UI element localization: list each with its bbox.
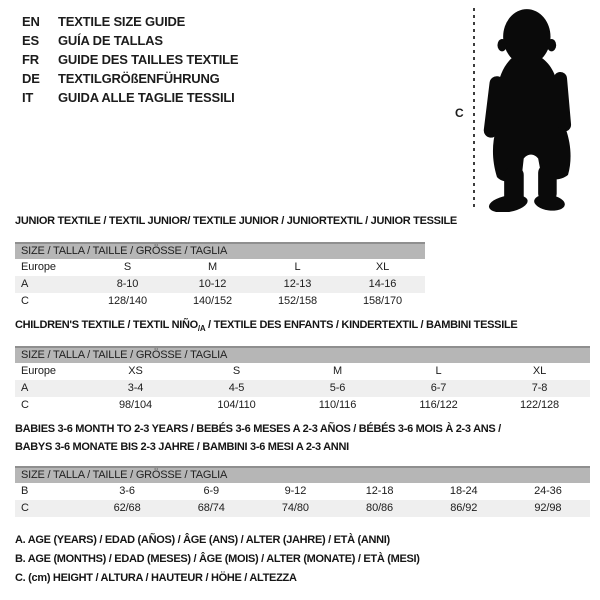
row-label: A (21, 278, 29, 290)
language-row-de (22, 69, 238, 88)
table-row-height (15, 397, 590, 414)
table-cell: 18-24 (449, 485, 478, 497)
language-code: EN (22, 14, 40, 29)
table-cell: 5-6 (329, 382, 346, 394)
table-cell: 86/92 (450, 502, 478, 514)
language-title: TEXTILE SIZE GUIDE (58, 14, 186, 29)
babies-title-line1: BABIES 3-6 MONTH TO 2-3 YEARS / BEBÉS 3-6 MESES A 2-3 AÑOS / BÉBÉS 3-6 MOIS À 2-3 ANS / (15, 423, 501, 435)
table-cell: 140/152 (192, 295, 233, 307)
table-row-europe (15, 259, 425, 276)
legend-line-a: A. AGE (YEARS) / EDAD (AÑOS) / ÂGE (ANS) / ALTER (JAHRE) / ETÀ (ANNI) (15, 534, 390, 546)
table-cell: 152/158 (277, 295, 318, 307)
table-cell: 4-5 (228, 382, 245, 394)
table-row-europe (15, 363, 590, 380)
table-cell: 24-36 (534, 485, 562, 497)
table-cell: XL (375, 261, 390, 273)
row-label: Europe (21, 365, 56, 377)
children-title-text: CHILDREN'S TEXTILE / TEXTIL NIÑO (15, 319, 198, 331)
table-cell: XS (128, 365, 143, 377)
size-header-bar: SIZE / TALLA / TAILLE / GRÖSSE / TAGLIA (15, 242, 425, 259)
language-code: DE (22, 71, 40, 86)
junior-size-table (15, 242, 425, 310)
table-row-months (15, 483, 590, 500)
language-row-en (22, 12, 238, 31)
language-code: IT (22, 90, 34, 105)
table-cell: 98/104 (118, 399, 153, 411)
language-title: GUÍA DE TALLAS (58, 33, 163, 48)
table-cell: 7-8 (531, 382, 548, 394)
junior-section-title: JUNIOR TEXTILE / TEXTIL JUNIOR/ TEXTILE JUNIOR / JUNIORTEXTIL / JUNIOR TESSILE (15, 215, 457, 227)
language-row-fr (22, 50, 238, 69)
table-cell: 110/116 (318, 399, 357, 411)
language-row-it (22, 88, 238, 107)
legend-line-b: B. AGE (MONTHS) / EDAD (MESES) / ÂGE (MOIS) / ALTER (MONATE) / ETÀ (MESI) (15, 553, 420, 565)
table-cell: 128/140 (107, 295, 148, 307)
table-cell: 158/170 (362, 295, 403, 307)
table-cell: XL (532, 365, 547, 377)
language-title: GUIDA ALLE TAGLIE TESSILI (58, 90, 235, 105)
table-cell: L (435, 365, 442, 377)
row-label: C (21, 295, 29, 307)
row-label: C (21, 502, 29, 514)
legend-line-c: C. (cm) HEIGHT / ALTURA / HAUTEUR / HÖHE / ALTEZZA (15, 572, 297, 584)
table-cell: 68/74 (197, 502, 225, 514)
size-header-bar: SIZE / TALLA / TAILLE / GRÖSSE / TAGLIA (15, 346, 590, 363)
height-marker-label: C (455, 106, 464, 120)
language-code: FR (22, 52, 39, 67)
table-cell: 6-7 (430, 382, 447, 394)
children-size-table (15, 346, 590, 414)
table-cell: 9-12 (284, 485, 307, 497)
table-cell: 3-4 (127, 382, 144, 394)
row-label: B (21, 485, 29, 497)
table-cell: 10-12 (198, 278, 227, 290)
table-cell: 12-18 (365, 485, 394, 497)
child-silhouette-image (479, 6, 587, 212)
legend (15, 531, 420, 588)
language-row-es (22, 31, 238, 50)
row-label: C (21, 399, 29, 411)
table-cell: 80/86 (366, 502, 394, 514)
children-title-subscript: /A (197, 324, 206, 334)
table-cell: 74/80 (281, 502, 309, 514)
table-cell: M (332, 365, 343, 377)
babies-size-table (15, 466, 590, 517)
table-cell: S (232, 365, 241, 377)
table-cell: 14-16 (368, 278, 397, 290)
table-row-age (15, 276, 425, 293)
table-cell: 3-6 (119, 485, 135, 497)
table-cell: L (294, 261, 301, 273)
table-cell: 6-9 (203, 485, 220, 497)
table-cell: 12-13 (283, 278, 312, 290)
table-cell: 8-10 (116, 278, 139, 290)
children-section-title (15, 319, 517, 333)
size-header-bar: SIZE / TALLA / TAILLE / GRÖSSE / TAGLIA (15, 466, 590, 483)
table-cell: 92/98 (534, 502, 562, 514)
babies-title-line2: BABYS 3-6 MONATE BIS 2-3 JAHRE / BAMBINI 3-6 MESI A 2-3 ANNI (15, 440, 349, 453)
table-cell: M (207, 261, 218, 273)
height-dotted-line (473, 8, 475, 210)
row-label: A (21, 382, 29, 394)
children-title-text: / TEXTILE DES ENFANTS / KINDERTEXTIL / BAMBINI TESSILE (205, 319, 518, 331)
language-code: ES (22, 33, 39, 48)
language-title: TEXTILGRÖßENFÜHRUNG (58, 71, 220, 86)
language-title-list (22, 12, 238, 107)
table-row-height (15, 500, 590, 517)
table-cell: 62/68 (113, 502, 141, 514)
table-cell: 116/122 (419, 399, 458, 411)
row-label: Europe (21, 261, 56, 273)
language-title: GUIDE DES TAILLES TEXTILE (58, 52, 239, 67)
table-cell: 104/110 (217, 399, 256, 411)
table-row-age (15, 380, 590, 397)
table-row-height (15, 293, 425, 310)
table-cell: S (123, 261, 132, 273)
table-cell: 122/128 (519, 399, 560, 411)
babies-section-title (15, 421, 501, 456)
